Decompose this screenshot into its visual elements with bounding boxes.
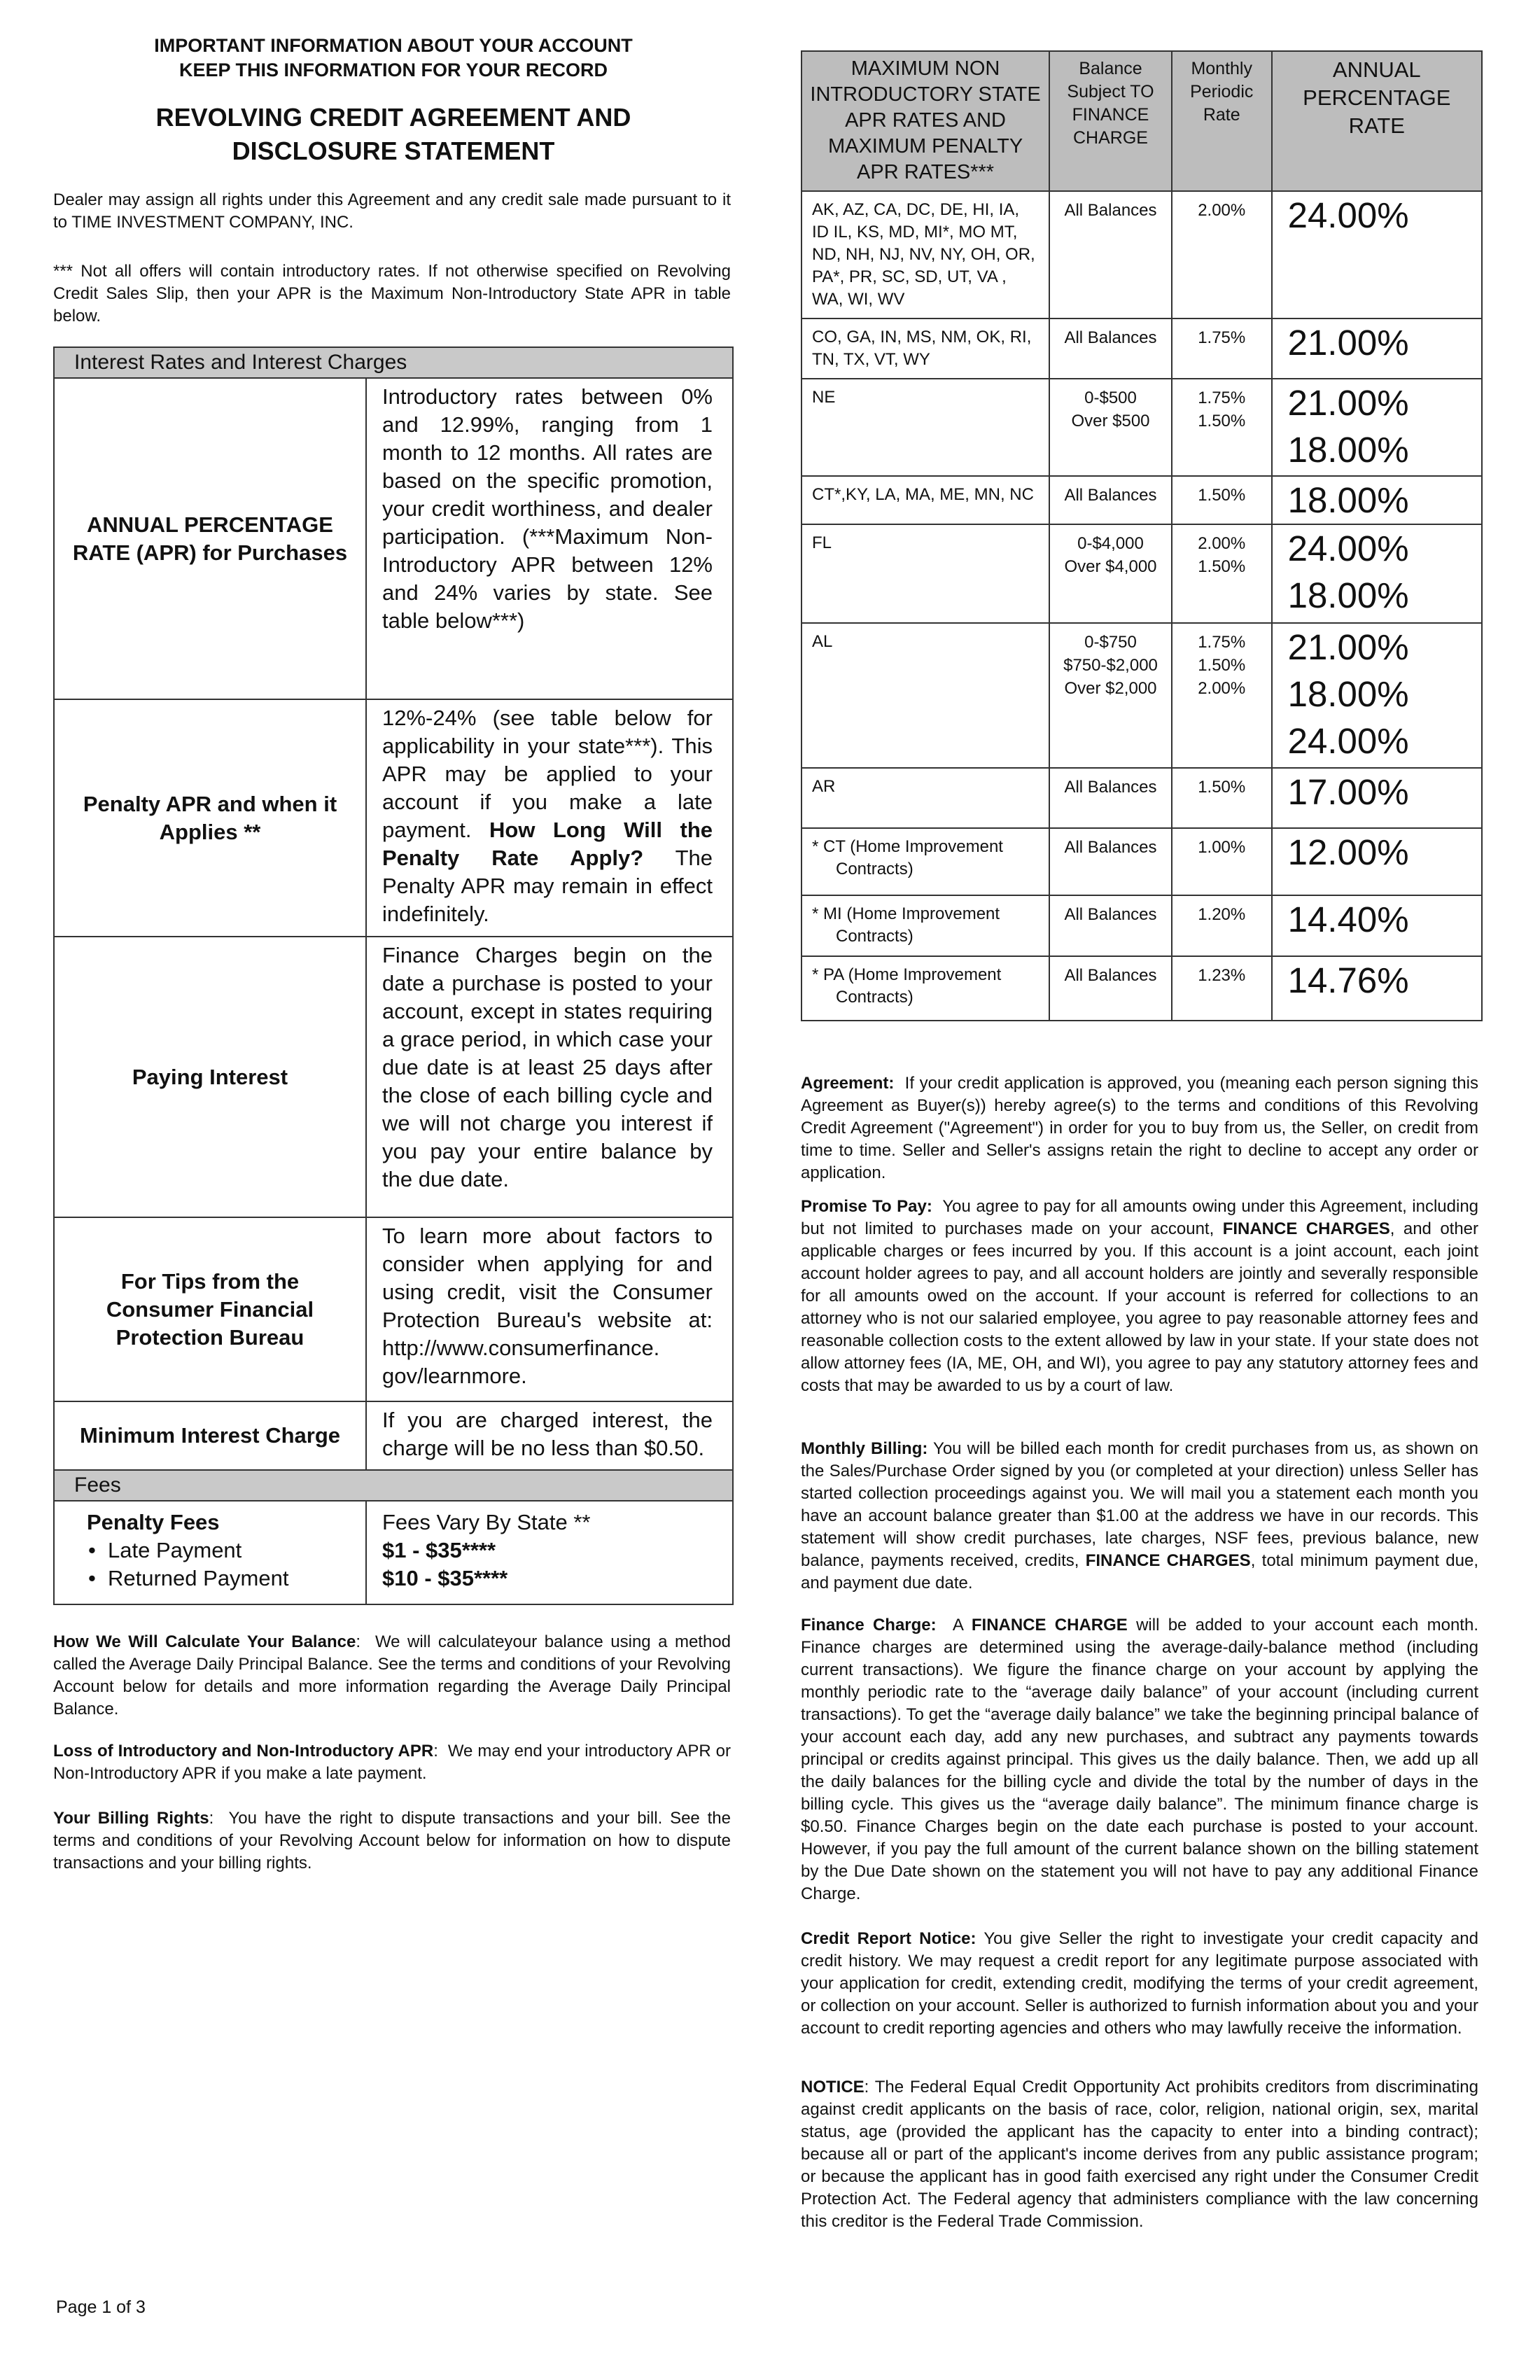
billing-rights-note: Your Billing Rights: You have the right to dispute transactions and your bill. See the terms and conditions of your Revolving Account below for information on how to dispute transactions and your billing rights. — [53, 1809, 731, 1872]
header-line-1: IMPORTANT INFORMATION ABOUT YOUR ACCOUNT — [154, 35, 633, 56]
page-title-line-2: DISCLOSURE STATEMENT — [232, 136, 555, 165]
returned-payment-fee: $10 - $35**** — [382, 1566, 508, 1590]
finance-charge-section: Finance Charge: A FINANCE CHARGE will be added to your account each month. Finance charges are determined using the average-daily-balance method (including current transactions). We figure the finance charge on your account by applying the monthly periodic rate to the “average daily balance” of your account (including current transactions). To get the “average daily balance” we take the beginning principal balance of your account each day, add any new purchases, and subtract any payments towards principal or credits against principal. This gives us the daily balance. Then, we add up all the daily balances for the billing cycle and divide the total by the number of days in the billing cycle. This gives us the “average daily balance”. The minimum finance charge is $0.50. Finance Charges begin on the date each purchase is posted to your account. However, if you pay the full amount of the current balance shown on the billing statement by the Due Date shown on the statement you will not have to pay any additional Finance Charge. — [801, 1616, 1478, 1903]
table-row: * CT (Home Improvement Contracts) All Balances 1.00% 12.00% — [802, 828, 1482, 895]
penalty-fees-label: Penalty Fees • Late Payment • Returned Payment — [54, 1501, 366, 1604]
late-payment-fee: $1 - $35**** — [382, 1538, 496, 1562]
table-row: * PA (Home Improvement Contracts) All Balances 1.23% 14.76% — [802, 956, 1482, 1021]
apr-label: ANNUAL PERCENTAGE RATE (APR) for Purchases — [54, 378, 366, 699]
ecoa-notice-section: NOTICE: The Federal Equal Credit Opportunity Act prohibits creditors from discriminating against credit applicants on the basis of race, color, religion, national origin, sex, marital status, age (provided the applicant has the capacity to enter into a binding contract); because all or part of the applicant's income derives from any public assistance program; or because the applicant has in good faith exercised any right under the Consumer Credit Protection Act. The Federal agency that administers compliance with the law concerning this creditor is the Federal Trade Commission. — [801, 2078, 1478, 2231]
cfpb-tips-description: To learn more about factors to consider when applying for and using credit, visit the Consumer Protection Bureau's website at: http://www.consumerfinance. gov/learnmore. — [366, 1217, 733, 1401]
section-header-fees: Fees — [54, 1470, 733, 1501]
calculate-balance-note: How We Will Calculate Your Balance: We will calculateyour balance using a method called the Average Daily Principal Balance. See the terms and conditions of your Revolving Account below for details and more information regarding the Average Daily Principal Balance. — [53, 1632, 731, 1718]
page-title-line-1: REVOLVING CREDIT AGREEMENT AND — [155, 103, 631, 132]
penalty-apr-label: Penalty APR and when it Applies ** — [54, 699, 366, 937]
penalty-apr-description: 12%-24% (see table below for applicability in your state***). This APR may be applied to your account if you make a late payment. How Long Will the Penalty Rate Apply? The Penalty APR may remain in effect indefinitely. — [366, 699, 733, 937]
monthly-billing-section: Monthly Billing: You will be billed each month for credit purchases from us, as shown on the Sales/Purchase Order signed by you (or completed at your direction) unless Seller has started collection proceedings against you. We will mail you a statement each month you have an account balance greater than $1.00 at the address we have in our records. This statement will show credit purchases, late charges, NSF fees, previous balance, new balance, payments received, credits, FINANCE CHARGES, total minimum payment due, and payment due date. — [801, 1439, 1479, 1592]
table-row: NE 0-$500 Over $500 1.75% 1.50% 21.00% 18.00% — [802, 379, 1482, 476]
col-header-max-rates: MAXIMUM NON INTRODUCTORY STATE APR RATES AND MAXIMUM PENALTY APR RATES*** — [802, 51, 1049, 191]
apr-description: Introductory rates between 0% and 12.99%, ranging from 1 month to 12 months. All rates are based on the specific promotion, your credit worthiness, and dealer participation. (***Maximum Non-Introductory APR between 12% and 24% varies by state. See table below***) — [366, 378, 733, 699]
section-header-interest: Interest Rates and Interest Charges — [54, 347, 733, 378]
paying-interest-label: Paying Interest — [54, 937, 366, 1217]
table-row: * MI (Home Improvement Contracts) All Balances 1.20% 14.40% — [802, 895, 1482, 956]
table-row: AK, AZ, CA, DC, DE, HI, IA, ID IL, KS, MD, MI*, MO MT, ND, NH, NJ, NV, NY, OH, OR, PA*, PR, SC, SD, UT, VA , WA, WI, WV All Balances 2.00% 24.00% — [802, 191, 1482, 318]
col-header-balance: Balance Subject TO FINANCE CHARGE — [1049, 51, 1172, 191]
table-row: CT*,KY, LA, MA, ME, MN, NC All Balances 1.50% 18.00% — [802, 476, 1482, 524]
agreement-section: Agreement: If your credit application is approved, you (meaning each person signing this Agreement as Buyer(s)) hereby agree(s) to the terms and conditions of this Revolving Credit Agreement ("Agreement") in order for you to buy from us, the Seller, on credit from time to time. Seller and Seller's assigns retain the right to decline to accept any order or application. — [801, 1074, 1478, 1182]
late-payment-item: • Late Payment — [87, 1536, 333, 1564]
col-header-apr: ANNUAL PERCENTAGE RATE — [1272, 51, 1482, 191]
returned-payment-item: • Returned Payment — [87, 1564, 333, 1592]
state-apr-table — [801, 50, 1483, 1021]
paying-interest-description: Finance Charges begin on the date a purchase is posted to your account, except in states requiring a grace period, in which case your due date is at least 25 days after the close of each billing cycle and we will not charge you interest if you pay your entire balance by the due date. — [366, 937, 733, 1217]
minimum-interest-description: If you are charged interest, the charge will be no less than $0.50. — [366, 1401, 733, 1470]
introductory-rates-note: *** Not all offers will contain introductory rates. If not otherwise specified on Revolving Credit Sales Slip, then your APR is the Maximum Non-Introductory State APR in table below. — [53, 262, 731, 326]
credit-report-notice-section: Credit Report Notice: You give Seller the right to investigate your credit capacity and credit history. We may request a credit report for any legitimate purpose associated with your application for credit, extending credit, modifying the terms of your credit agreement, or collection on your account. Seller is authorized to furnish information about you and your account to credit reporting agencies and others who may lawfully receive the information. — [801, 1929, 1478, 2038]
col-header-periodic-rate: Monthly Periodic Rate — [1172, 51, 1272, 191]
minimum-interest-label: Minimum Interest Charge — [54, 1401, 366, 1470]
table-row: FL 0-$4,000 Over $4,000 2.00% 1.50% 24.00% 18.00% — [802, 524, 1482, 623]
disclosure-table — [53, 346, 734, 1605]
table-row: CO, GA, IN, MS, NM, OK, RI, TN, TX, VT, WY All Balances 1.75% 21.00% — [802, 318, 1482, 379]
penalty-fees-values: Fees Vary By State ** $1 - $35**** $10 - $35**** — [366, 1501, 733, 1604]
page-number: Page 1 of 3 — [56, 2297, 146, 2317]
cfpb-tips-label: For Tips from the Consumer Financial Protection Bureau — [54, 1217, 366, 1401]
header-line-2: KEEP THIS INFORMATION FOR YOUR RECORD — [178, 59, 608, 80]
promise-to-pay-section: Promise To Pay: You agree to pay for all amounts owing under this Agreement, including but not limited to purchases made on your account, FINANCE CHARGES, and other applicable charges or fees incurred by you. If this account is a joint account, each joint account holder agrees to pay, and all account holders are jointly and severally responsible for all amounts owed on the account. If your account is referred for collections to an attorney who is not our salaried employee, you agree to pay reasonable attorney fees and reasonable collection costs to the extent allowed by law in your state. If your state does not allow attorney fees (IA, ME, OH, and WI), you agree to pay any statutory attorney fees and costs that may be awarded to us by a court of law. — [801, 1197, 1479, 1395]
loss-of-apr-note: Loss of Introductory and Non-Introductory APR: We may end your introductory APR or Non-Introductory APR if you make a late payment. — [53, 1742, 731, 1783]
table-row: AL 0-$750 $750-$2,000 Over $2,000 1.75% 1.50% 2.00% 21.00% 18.00% 24.00% — [802, 623, 1482, 768]
assignment-paragraph: Dealer may assign all rights under this Agreement and any credit sale made pursuant to it to TIME INVESTMENT COMPANY, INC. — [53, 190, 731, 232]
table-row: AR All Balances 1.50% 17.00% — [802, 768, 1482, 828]
